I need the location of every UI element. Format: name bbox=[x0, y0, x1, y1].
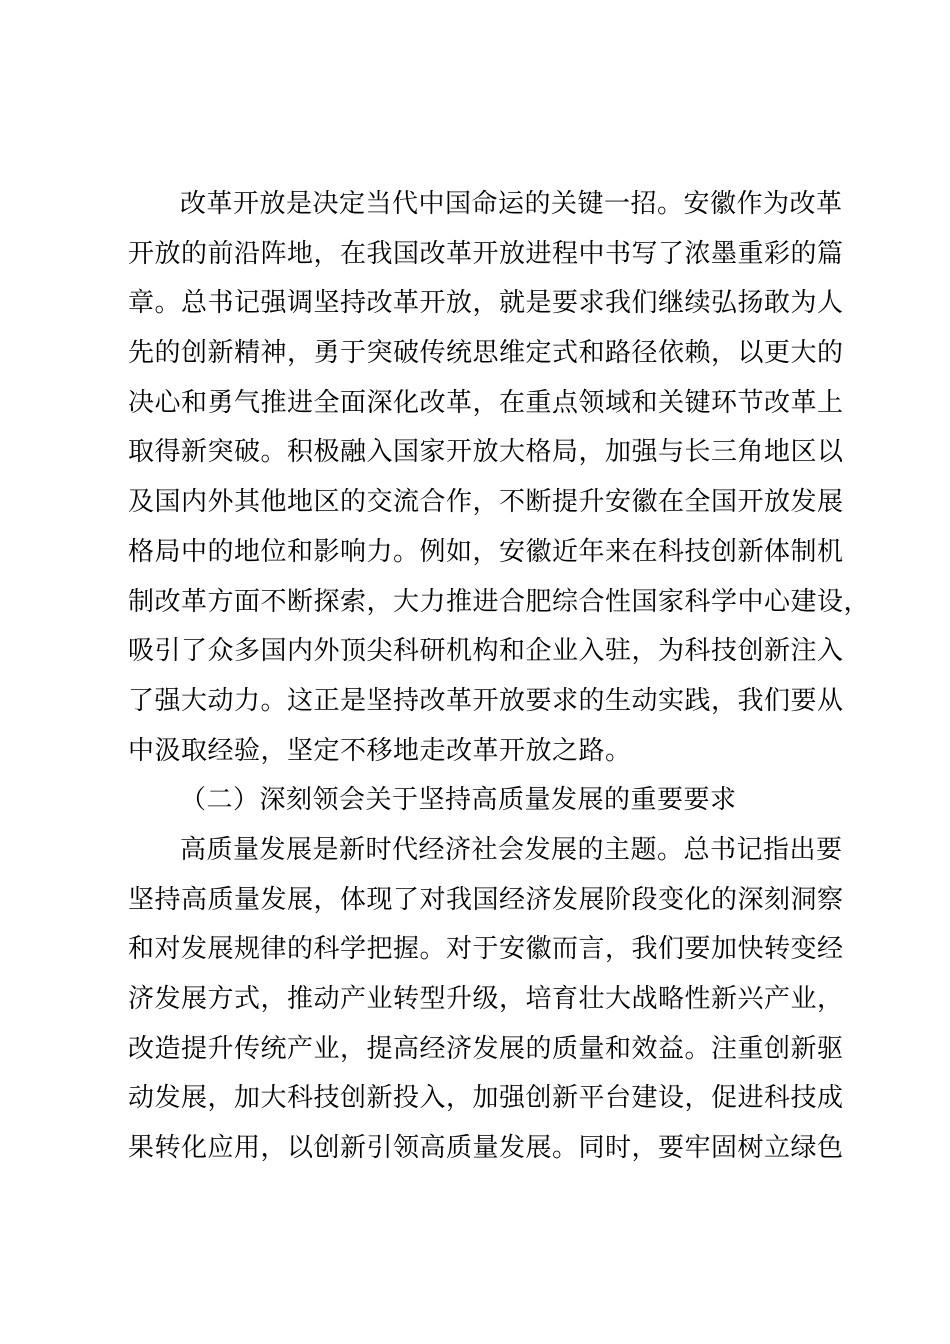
paragraph-1-line-7: 及国内外其他地区的交流合作，不断提升安徽在全国开放发展 bbox=[128, 487, 844, 518]
paragraph-2-line-3: 和对发展规律的科学把握。对于安徽而言，我们要加快转变经 bbox=[128, 934, 844, 965]
paragraph-2-line-7: 果转化应用，以创新引领高质量发展。同时，要牢固树立绿色 bbox=[128, 1133, 844, 1164]
paragraph-1-line-9: 制改革方面不断探索，大力推进合肥综合性国家科学中心建设， bbox=[128, 586, 871, 617]
paragraph-1-line-4: 先的创新精神，勇于突破传统思维定式和路径依赖，以更大的 bbox=[128, 338, 844, 369]
paragraph-1-line-2: 开放的前沿阵地，在我国改革开放进程中书写了浓墨重彩的篇 bbox=[128, 238, 844, 269]
paragraph-2-line-5: 改造提升传统产业，提高经济发展的质量和效益。注重创新驱 bbox=[128, 1033, 844, 1064]
paragraph-1-line-1: 改革开放是决定当代中国命运的关键一招。安徽作为改革 bbox=[180, 189, 843, 219]
paragraph-1-line-10: 吸引了众多国内外顶尖科研机构和企业入驻，为科技创新注入 bbox=[128, 636, 844, 667]
paragraph-1-line-6: 取得新突破。积极融入国家开放大格局，加强与长三角地区以 bbox=[128, 437, 844, 468]
paragraph-2-line-6: 动发展，加大科技创新投入，加强创新平台建设，促进科技成 bbox=[128, 1083, 844, 1114]
paragraph-1-line-3: 章。总书记强调坚持改革开放，就是要求我们继续弘扬敢为人 bbox=[128, 288, 844, 319]
paragraph-2-line-1: 高质量发展是新时代经济社会发展的主题。总书记指出要 bbox=[180, 834, 843, 865]
paragraph-1-line-11: 了强大动力。这正是坚持改革开放要求的生动实践，我们要从 bbox=[128, 685, 844, 716]
paragraph-2-line-4: 济发展方式，推动产业转型升级，培育壮大战略性新兴产业， bbox=[128, 984, 844, 1014]
section-heading: （二）深刻领会关于坚持高质量发展的重要要求 bbox=[180, 785, 737, 816]
paragraph-1-line-12: 中汲取经验，坚定不移地走改革开放之路。 bbox=[128, 735, 632, 766]
document-body bbox=[128, 180, 871, 1174]
paragraph-1-line-8: 格局中的地位和影响力。例如，安徽近年来在科技创新体制机 bbox=[128, 536, 844, 567]
paragraph-1-line-5: 决心和勇气推进全面深化改革，在重点领域和关键环节改革上 bbox=[128, 387, 844, 418]
paragraph-2-line-2: 坚持高质量发展，体现了对我国经济发展阶段变化的深刻洞察 bbox=[128, 884, 844, 915]
